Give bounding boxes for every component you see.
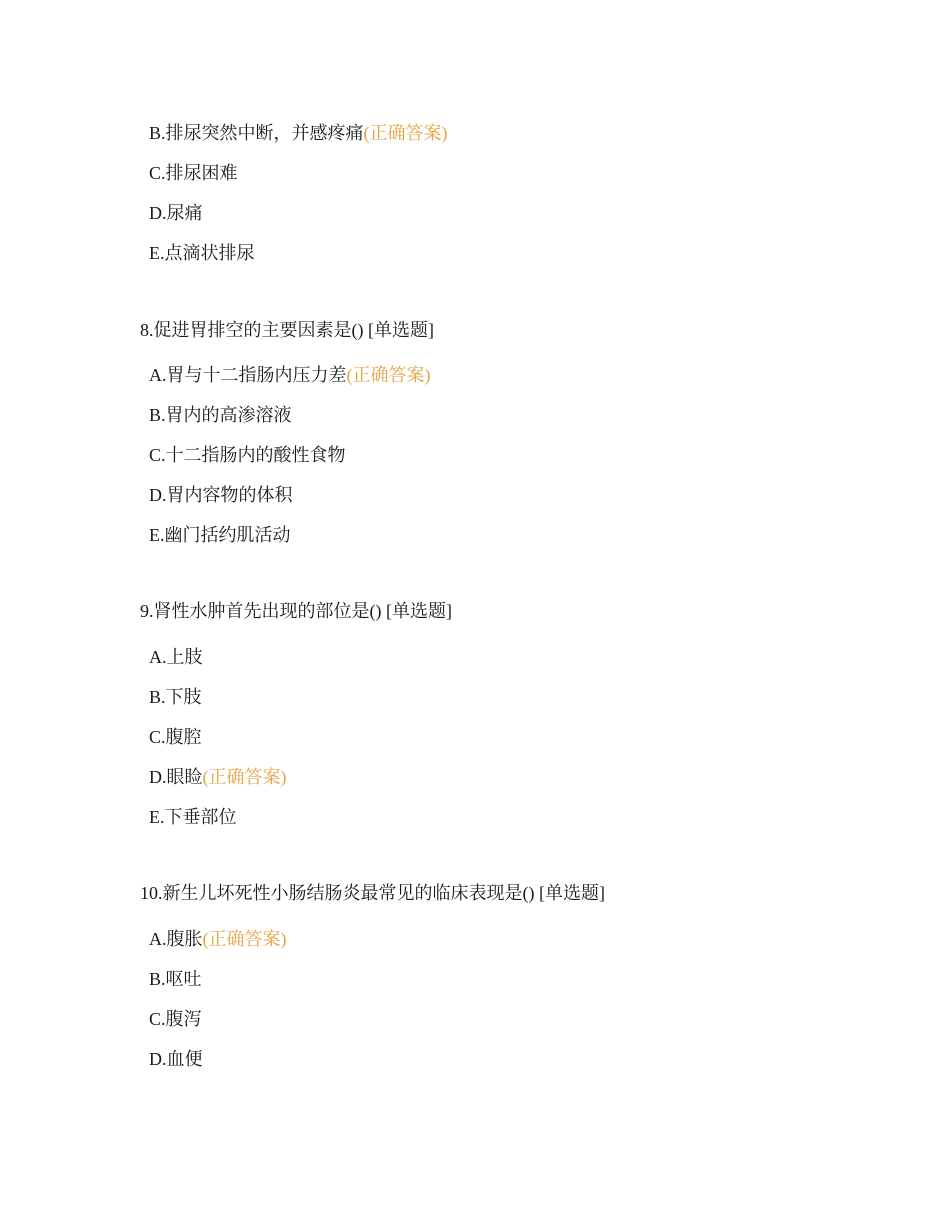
q10-option-b: B.呕吐 xyxy=(149,969,202,989)
q8-option-b: B.胃内的高渗溶液 xyxy=(149,405,292,425)
correct-answer-mark: (正确答案) xyxy=(202,929,287,949)
q9-option-c: C.腹腔 xyxy=(149,727,202,747)
q10-option-d: D.血便 xyxy=(149,1049,203,1069)
q7-option-b: B.排尿突然中断，并感疼痛(正确答案) xyxy=(149,123,448,143)
q8-option-a: A.胃与十二指肠内压力差(正确答案) xyxy=(149,365,431,385)
q9-stem: 9.肾性水肿首先出现的部位是() [单选题] xyxy=(140,601,452,621)
q9-option-a: A.上肢 xyxy=(149,647,203,667)
q9-option-d: D.眼睑(正确答案) xyxy=(149,767,287,787)
q9-option-b: B.下肢 xyxy=(149,687,202,707)
q10-option-a: A.腹胀(正确答案) xyxy=(149,929,287,949)
correct-answer-mark: (正确答案) xyxy=(202,767,287,787)
correct-answer-mark: (正确答案) xyxy=(346,365,431,385)
q9-option-e: E.下垂部位 xyxy=(149,807,237,827)
q8-stem: 8.促进胃排空的主要因素是() [单选题] xyxy=(140,320,434,340)
correct-answer-mark: (正确答案) xyxy=(363,123,448,143)
q8-option-c: C.十二指肠内的酸性食物 xyxy=(149,445,346,465)
q7-option-c: C.排尿困难 xyxy=(149,163,238,183)
q10-stem: 10.新生儿坏死性小肠结肠炎最常见的临床表现是() [单选题] xyxy=(140,883,605,903)
q10-option-c: C.腹泻 xyxy=(149,1009,202,1029)
q7-option-e: E.点滴状排尿 xyxy=(149,243,255,263)
q7-option-d: D.尿痛 xyxy=(149,203,203,223)
q8-option-e: E.幽门括约肌活动 xyxy=(149,525,291,545)
q8-option-d: D.胃内容物的体积 xyxy=(149,485,293,505)
